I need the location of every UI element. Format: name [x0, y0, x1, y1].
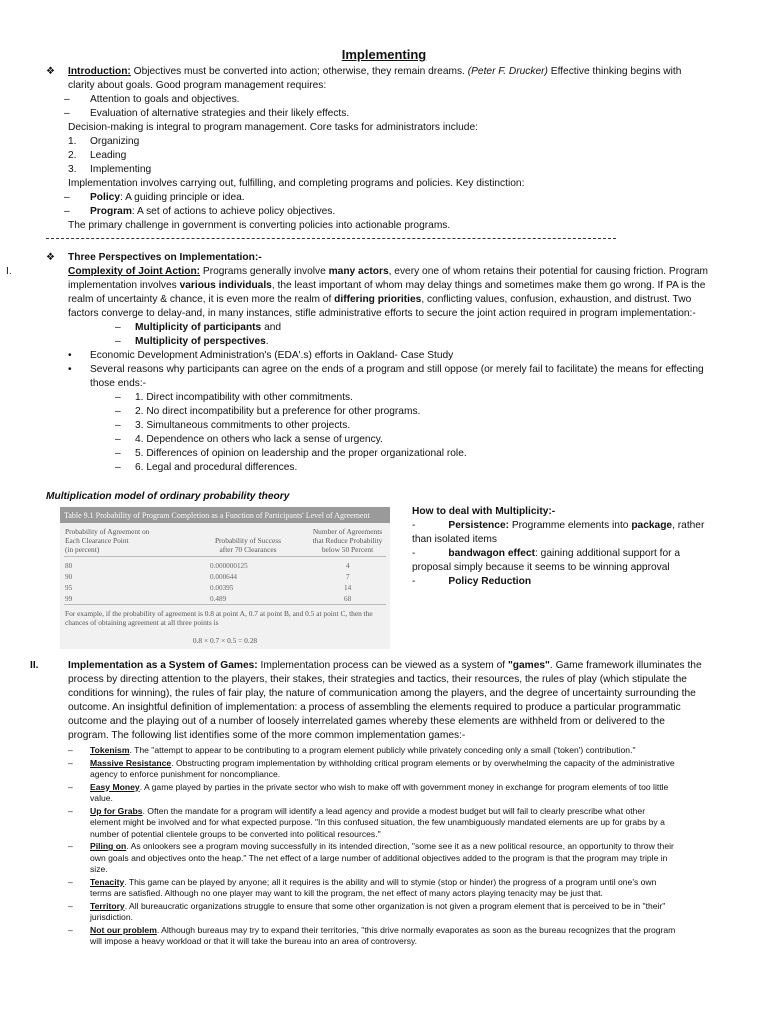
- table-note: For example, if the probability of agreement is 0.8 at point A, 0.7 at point B, and 0.5 at point C, then the chances of obtaining agreement at all three points is: [65, 609, 373, 627]
- bold-term: differing priorities: [334, 294, 422, 305]
- body-text: , rather: [672, 520, 705, 531]
- body-text: than isolated items: [412, 534, 497, 545]
- strategies-title: How to deal with Multiplicity:-: [412, 506, 556, 517]
- list-item: – Easy Money. A game played by parties in the private sector who wish to make off with government money in exchange for program elements of too little value.: [68, 781, 669, 803]
- probability-table-image: Table 9.1 Probability of Program Completion as a Function of Participants' Level of Agreement Probability of Agreement on Each Clearance Point (in percent) Probability of Success after 70 Clearances Number of Agreements that Reduce Probability below 50 Percent 80 0.000000125 4 90 0.000644 7 95 0.00395 14 99 0.489 68 For example, if the probability of agreement is 0.8 at point A, 0.7 at point B, and 0.5 at point C, then the chances of obtaining agreement at all three points is 0.8 × 0.7 × 0.5 = 0.28: [60, 507, 390, 649]
- games-list: [68, 745, 728, 949]
- reason-item: 4. Dependence on others who lack a sense of urgency.: [135, 434, 383, 445]
- roman-numeral: I.: [6, 266, 12, 277]
- body-text: program. The following list identifies some of the more common implementation games:-: [68, 730, 466, 741]
- body-text: outcome and the playing out of a number of loosely interrelated games whereby these elements are withheld from or delivered to the: [68, 716, 665, 727]
- intro-text: clarity about goals. Good program management requires:: [68, 80, 327, 91]
- bold-term: "games": [507, 660, 550, 671]
- roman-numeral: II.: [30, 660, 39, 671]
- multiplicity-item: Multiplicity of participants: [135, 322, 262, 333]
- program-def: : A set of actions to achieve policy objectives.: [131, 206, 336, 217]
- body-text: , the least important of whom may delay things and sometimes make them go wrong. If PA is the: [271, 280, 706, 291]
- list-item: – Not our problem. Although bureaus may try to expand their territories, "this drive normally evaporates as soon as the bureau recognizes that the program will impose a heavy workload or that it will take the bureau into an area of controversy.: [68, 924, 676, 946]
- intro-numbered-item: Leading: [90, 150, 127, 161]
- table-formula: 0.8 × 0.7 × 0.5 = 0.28: [192, 636, 258, 645]
- list-item: – Piling on. As onlookers see a program moving successfully in its intended direction, "some see it as a new political resource, an opportunity to throw their own goals and objectives onto the heap." The net effect of a large number of additional objectives added to the program is that the program may triple in size.: [68, 841, 674, 874]
- intro-quote: (Peter F. Drucker): [467, 66, 548, 77]
- body-text: Programme elements into: [509, 520, 632, 531]
- multiplicity-item: Multiplicity of perspectives: [135, 336, 266, 347]
- body-text: outcome. An insightful definition of implementation: a process of assembling the elements required to produce a particular programmatic: [68, 702, 681, 713]
- body-text: proposal simply because it seems to be winning approval: [412, 562, 670, 573]
- body-text: realm of uncertainty & chance, it is even more the realm of: [68, 294, 335, 305]
- bold-term: package: [631, 520, 673, 531]
- policy-def: : A guiding principle or idea.: [120, 192, 245, 203]
- body-text: factors converge to delay-and, in many instances, stifle administrative efforts to secure the joint action required in program implementation:-: [68, 308, 696, 319]
- perspectives-section: Three Perspectives on Implementation:- I. Complexity of Joint Action: Programs generally involve many actors, every one of whom retains their potential for causing friction. Program implementation involves various individuals, the least important of whom may delay things and sometimes make them go wrong. If PA is the realm of uncertainty & chance, it is even more the realm of differing priorities, conflicting values, confusion, exhaustion, and distrust. Two factors converge to delay-and, in many instances, stifle administrative efforts to secure the joint action required in program implementation:- – Multiplicity of participants and – Multiplicity of perspectives. • Economic Development Administration's (EDA'.s) efforts in Oakland- Case Study • Several reasons why participants can agree on the ends of a program and still oppose (or merely fail to facilitate) the means for effecting those ends:- – 1. Direct incompatibility with other commitments. – 2. No direct incompatibility but a preference for other programs. – 3. Simultaneous commitments to other projects. – 4. Dependence on others who lack a sense of urgency. – 5. Differences of opinion on leadership and the proper organizational role. – 6. Legal and procedural differences.: [68, 251, 718, 475]
- section-divider: [46, 238, 616, 239]
- reason-item: 1. Direct incompatibility with other commitments.: [135, 392, 353, 403]
- list-item: – Territory. All bureaucratic organizations struggle to ensure that some other organization is not given a program element that is perceived to be in "their" jurisdiction.: [68, 900, 666, 922]
- reason-item: 5. Differences of opinion on leadership and the proper organizational role.: [135, 448, 467, 459]
- reason-item: 6. Legal and procedural differences.: [135, 462, 298, 473]
- policy-term: Policy: [90, 192, 121, 203]
- list-item: – Up for Grabs. Often the mandate for a program will identify a lead agency and provide a modest budget but will fail to clearly prescribe what other element might be involved and for what expected purpose. "In this confused situation, the few unambiguously mandated elements are up for grabs by a number of potential clientele groups to be converted into political resources.": [68, 805, 665, 839]
- body-text: . Game framework illuminates the: [549, 660, 702, 671]
- body-text: , conflicting values, confusion, exhaustion, and distrust. Two: [421, 294, 692, 305]
- intro-text: Effective thinking begins with: [547, 66, 682, 77]
- body-text: implementation involves: [68, 280, 180, 291]
- list-item: – Tenacity. This game can be played by anyone; all it requires is the ability and will to stymie (stop or hinder) the progress of a program until one's own terms are satisfied. Although no one player may want to kill the program, the net effect of many actors playing tenacity may be just that.: [68, 876, 657, 898]
- body-text: conditions for winning), the rules of fair play, the nature of communication among the players, and the degree of uncertainty surrounding the: [68, 688, 696, 699]
- body-text: Programs generally involve: [200, 266, 329, 277]
- body-text: and: [261, 322, 282, 333]
- multiplicity-strategies: How to deal with Multiplicity:- - Persistence: Programme elements into package, rather than isolated items - bandwagon effect: gaining additional support for a proposal simply because it seems to be winning approval - Policy Reduction: [412, 505, 732, 589]
- table-caption: Table 9.1 Probability of Program Completion as a Function of Participants' Level of Agreement: [60, 507, 390, 523]
- intro-dash-item: Evaluation of alternative strategies and their likely effects.: [90, 108, 350, 119]
- body-text: , every one of whom retains their potential for causing friction. Program: [388, 266, 708, 277]
- strategy-term: Policy Reduction: [448, 576, 532, 587]
- bold-term: many actors: [328, 266, 389, 277]
- page-title: Implementing: [341, 47, 427, 62]
- bold-term: various individuals: [179, 280, 272, 291]
- bullet-item: Several reasons why participants can agree on the ends of a program and still oppose (or merely fail to facilitate) the means for effecting: [90, 364, 704, 375]
- reason-item: 3. Simultaneous commitments to other projects.: [135, 420, 351, 431]
- intro-text: Decision-making is integral to program management. Core tasks for administrators include:: [68, 122, 478, 133]
- games-section: [30, 659, 728, 743]
- list-item: – Tokenism. The "attempt to appear to be contributing to a program element publicly while privately conceding only a small ('token') contribution.": [68, 745, 636, 755]
- intro-numbered-item: Organizing: [90, 136, 140, 147]
- intro-label: Introduction:: [68, 66, 131, 77]
- table-header-col2: Probability of Success after 70 Clearances: [214, 536, 282, 554]
- diamond-bullet-icon: ❖: [46, 252, 56, 263]
- intro-dash-item: Attention to goals and objectives.: [90, 94, 240, 105]
- intro-section: Introduction: Objectives must be converted into action; otherwise, they remain dreams. (Peter F. Drucker) Effective thinking begins with clarity about goals. Good program management requires: – Attention to goals and objectives. – Evaluation of alternative strategies and their likely effects. Decision-making is integral to program management. Core tasks for administrators include: 1. Organizing 2. Leading 3. Implementing Implementation involves carrying out, fulfilling, and completing programs and policies. Key distinction: – Policy: A guiding principle or idea. – Program: A set of actions to achieve policy objectives. The primary challenge in government is converting policies into actionable programs.: [68, 65, 708, 233]
- intro-numbered-item: Implementing: [90, 164, 152, 175]
- strategy-term: Persistence:: [448, 520, 509, 531]
- strategy-term: bandwagon effect: [448, 548, 536, 559]
- table-header-col1: Probability of Agreement on Each Clearance Point (in percent): [65, 527, 150, 554]
- complexity-label: Complexity of Joint Action:: [68, 266, 201, 277]
- intro-text: Objectives must be converted into action; otherwise, they remain dreams.: [130, 66, 468, 77]
- multiplication-caption: Multiplication model of ordinary probability theory: [46, 491, 290, 502]
- list-item: – Massive Resistance. Obstructing program implementation by withholding critical program elements or by overwhelming the capacity of the administrative agency to enforce punishment for noncompliance.: [68, 757, 675, 779]
- reason-item: 2. No direct incompatibility but a preference for other programs.: [135, 406, 421, 417]
- body-text: : gaining additional support for a: [535, 548, 681, 559]
- bullet-item: Economic Development Administration's (EDA'.s) efforts in Oakland- Case Study: [90, 350, 454, 361]
- body-text: .: [265, 336, 269, 347]
- bullet-item-cont: those ends:-: [90, 378, 147, 389]
- program-term: Program: [90, 206, 132, 217]
- body-text: process by directing attention to the players, their stakes, their strategies and tactics, their resources, the rules of play (which stipulate the: [68, 674, 687, 685]
- table-header-col3: Number of Agreements that Reduce Probability below 50 Percent: [312, 527, 383, 554]
- intro-text: The primary challenge in government is converting policies into actionable programs.: [68, 220, 451, 231]
- diamond-bullet-icon: ❖: [46, 66, 56, 77]
- body-text: Implementation process can be viewed as a system of: [257, 660, 508, 671]
- perspectives-heading: Three Perspectives on Implementation:-: [68, 252, 262, 263]
- games-label: Implementation as a System of Games:: [68, 660, 258, 671]
- intro-text: Implementation involves carrying out, fulfilling, and completing programs and policies. Key distinction:: [68, 178, 525, 189]
